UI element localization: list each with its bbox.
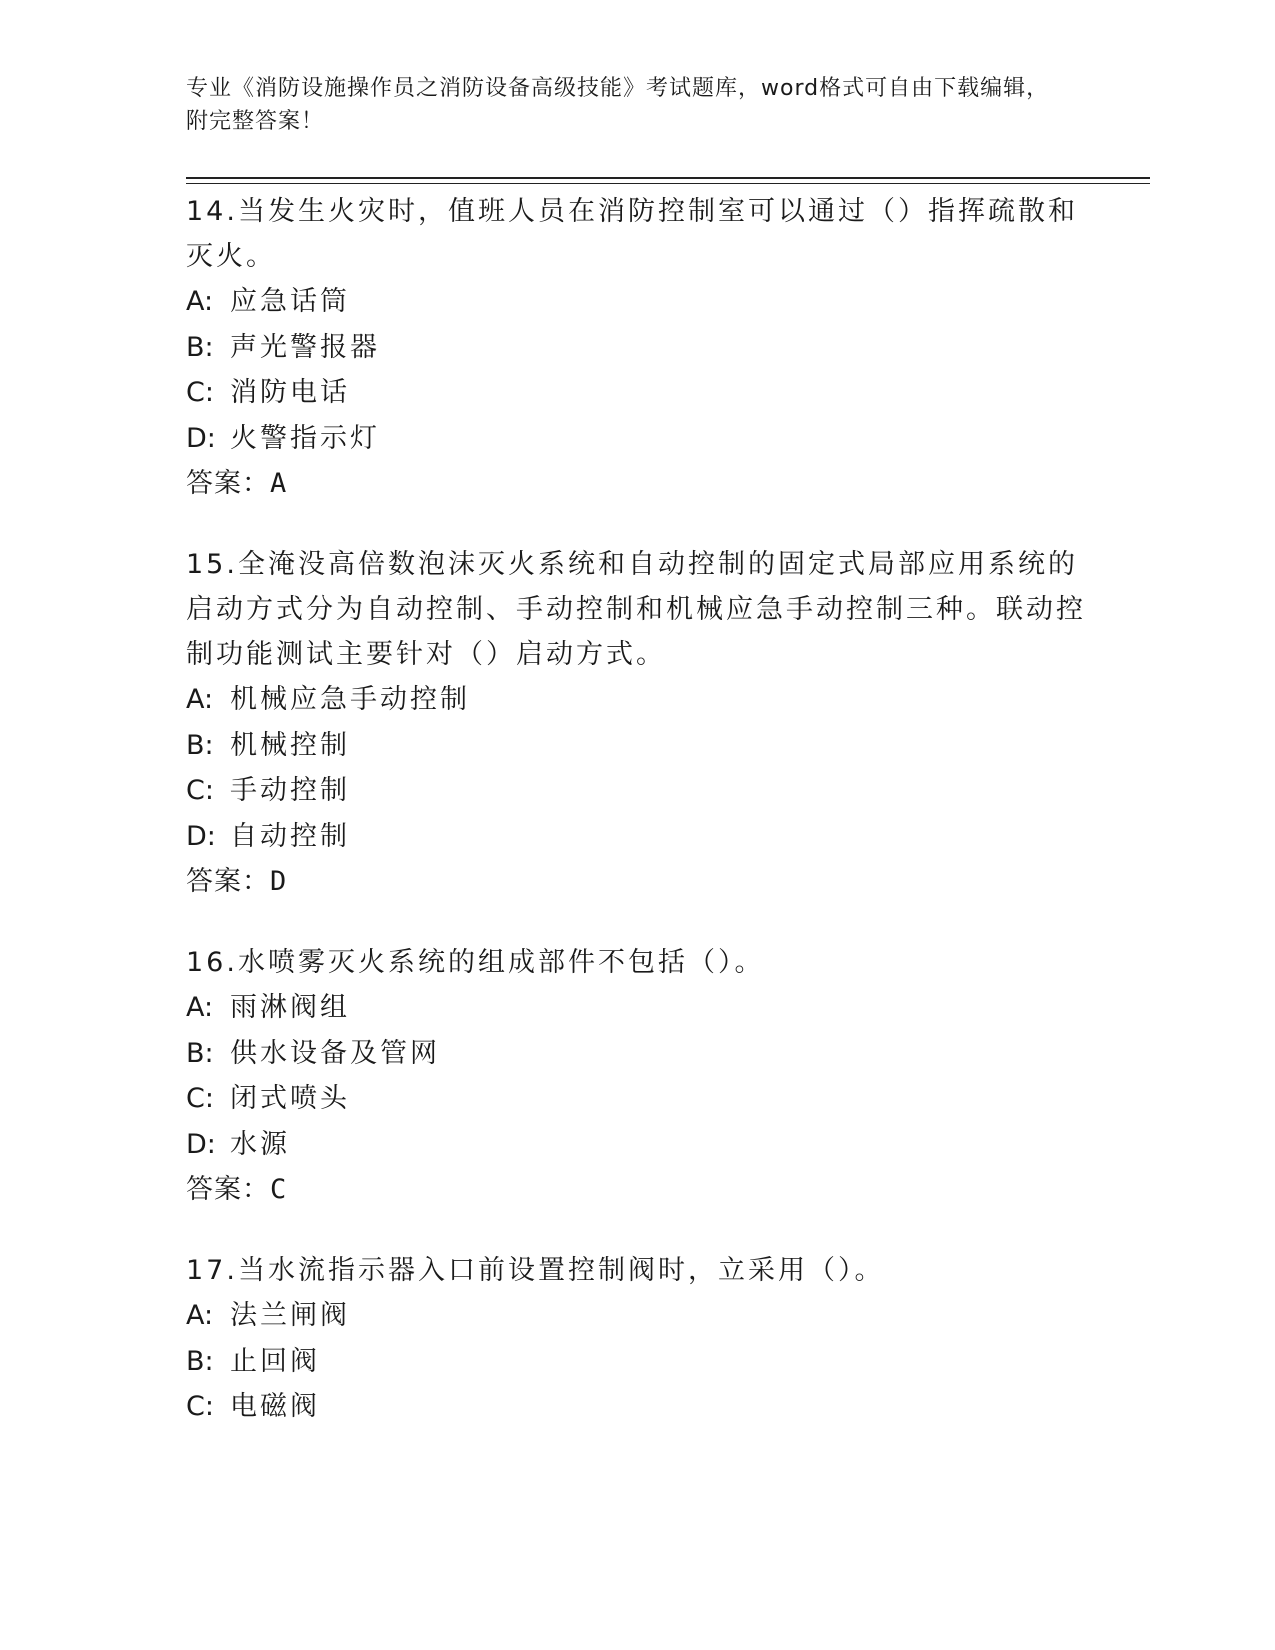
option-text: 手动控制 bbox=[230, 775, 350, 806]
option-label: C: bbox=[186, 377, 214, 408]
option-label: A: bbox=[186, 684, 214, 715]
question-stem: 16.水喷雾灭火系统的组成部件不包括（）。 bbox=[186, 947, 765, 978]
option-item bbox=[186, 279, 1086, 325]
option-text: 电磁阀 bbox=[230, 1391, 320, 1422]
option-item bbox=[186, 814, 1086, 860]
option-text: 机械控制 bbox=[230, 729, 350, 761]
question-block bbox=[186, 1248, 1086, 1430]
option-label: B: bbox=[186, 1037, 214, 1069]
option-item bbox=[186, 723, 1086, 769]
option-text: 火警指示灯 bbox=[230, 422, 380, 454]
question-stem: 15.全淹没高倍数泡沫灭火系统和自动控制的固定式局部应用系统的启动方式分为自动控制、手动控制和机械应急手动控制三种。联动控制功能测试主要针对（）启动方式。 bbox=[186, 549, 1086, 670]
option-label: B: bbox=[186, 729, 214, 761]
option-label: D: bbox=[186, 1128, 216, 1160]
option-text: 供水设备及管网 bbox=[230, 1037, 440, 1069]
option-item bbox=[186, 1031, 1086, 1077]
option-item bbox=[186, 677, 1086, 723]
answer-line bbox=[186, 859, 1086, 905]
option-text: 止回阀 bbox=[230, 1345, 320, 1377]
option-label: D: bbox=[186, 820, 216, 852]
option-item bbox=[186, 1293, 1086, 1339]
option-label: C: bbox=[186, 1083, 214, 1114]
question-block bbox=[186, 940, 1086, 1213]
option-label: A: bbox=[186, 992, 214, 1023]
option-text: 水源 bbox=[230, 1128, 290, 1160]
option-text: 闭式喷头 bbox=[230, 1083, 350, 1114]
option-text: 应急话筒 bbox=[230, 286, 350, 317]
document-header: 专业《消防设施操作员之消防设备高级技能》考试题库，word格式可自由下载编辑，附完整答案！ bbox=[186, 76, 1050, 134]
option-label: A: bbox=[186, 286, 214, 317]
option-item bbox=[186, 1384, 1086, 1430]
option-label: A: bbox=[186, 1300, 214, 1331]
question-stem: 17.当水流指示器入口前设置控制阀时，立采用（）。 bbox=[186, 1255, 885, 1286]
option-item bbox=[186, 416, 1086, 462]
answer-value: D bbox=[270, 866, 288, 897]
option-label: B: bbox=[186, 331, 214, 363]
header-rule-thin bbox=[186, 183, 1150, 184]
option-label: D: bbox=[186, 422, 216, 454]
option-text: 雨淋阀组 bbox=[230, 992, 350, 1023]
option-item bbox=[186, 1339, 1086, 1385]
answer-line bbox=[186, 461, 1086, 507]
option-item bbox=[186, 1122, 1086, 1168]
option-text: 声光警报器 bbox=[230, 331, 380, 363]
option-item bbox=[186, 985, 1086, 1031]
option-label: B: bbox=[186, 1345, 214, 1377]
option-item bbox=[186, 1076, 1086, 1122]
option-item bbox=[186, 370, 1086, 416]
answer-value: A bbox=[270, 468, 288, 499]
header-rule-thick bbox=[186, 177, 1150, 179]
answer-value: C bbox=[270, 1174, 288, 1205]
answer-prefix: 答案： bbox=[186, 468, 270, 499]
option-label: C: bbox=[186, 1391, 214, 1422]
answer-prefix: 答案： bbox=[186, 866, 270, 897]
question-block bbox=[186, 542, 1086, 905]
option-text: 自动控制 bbox=[230, 820, 350, 852]
option-item bbox=[186, 768, 1086, 814]
answer-line bbox=[186, 1167, 1086, 1213]
option-text: 法兰闸阀 bbox=[230, 1300, 350, 1331]
option-label: C: bbox=[186, 775, 214, 806]
option-text: 机械应急手动控制 bbox=[230, 684, 470, 715]
question-block bbox=[186, 189, 1086, 507]
option-item bbox=[186, 325, 1086, 371]
answer-prefix: 答案： bbox=[186, 1174, 270, 1205]
question-stem: 14.当发生火灾时，值班人员在消防控制室可以通过（）指挥疏散和灭火。 bbox=[186, 196, 1078, 272]
option-text: 消防电话 bbox=[230, 377, 350, 408]
question-list bbox=[186, 189, 1086, 1465]
